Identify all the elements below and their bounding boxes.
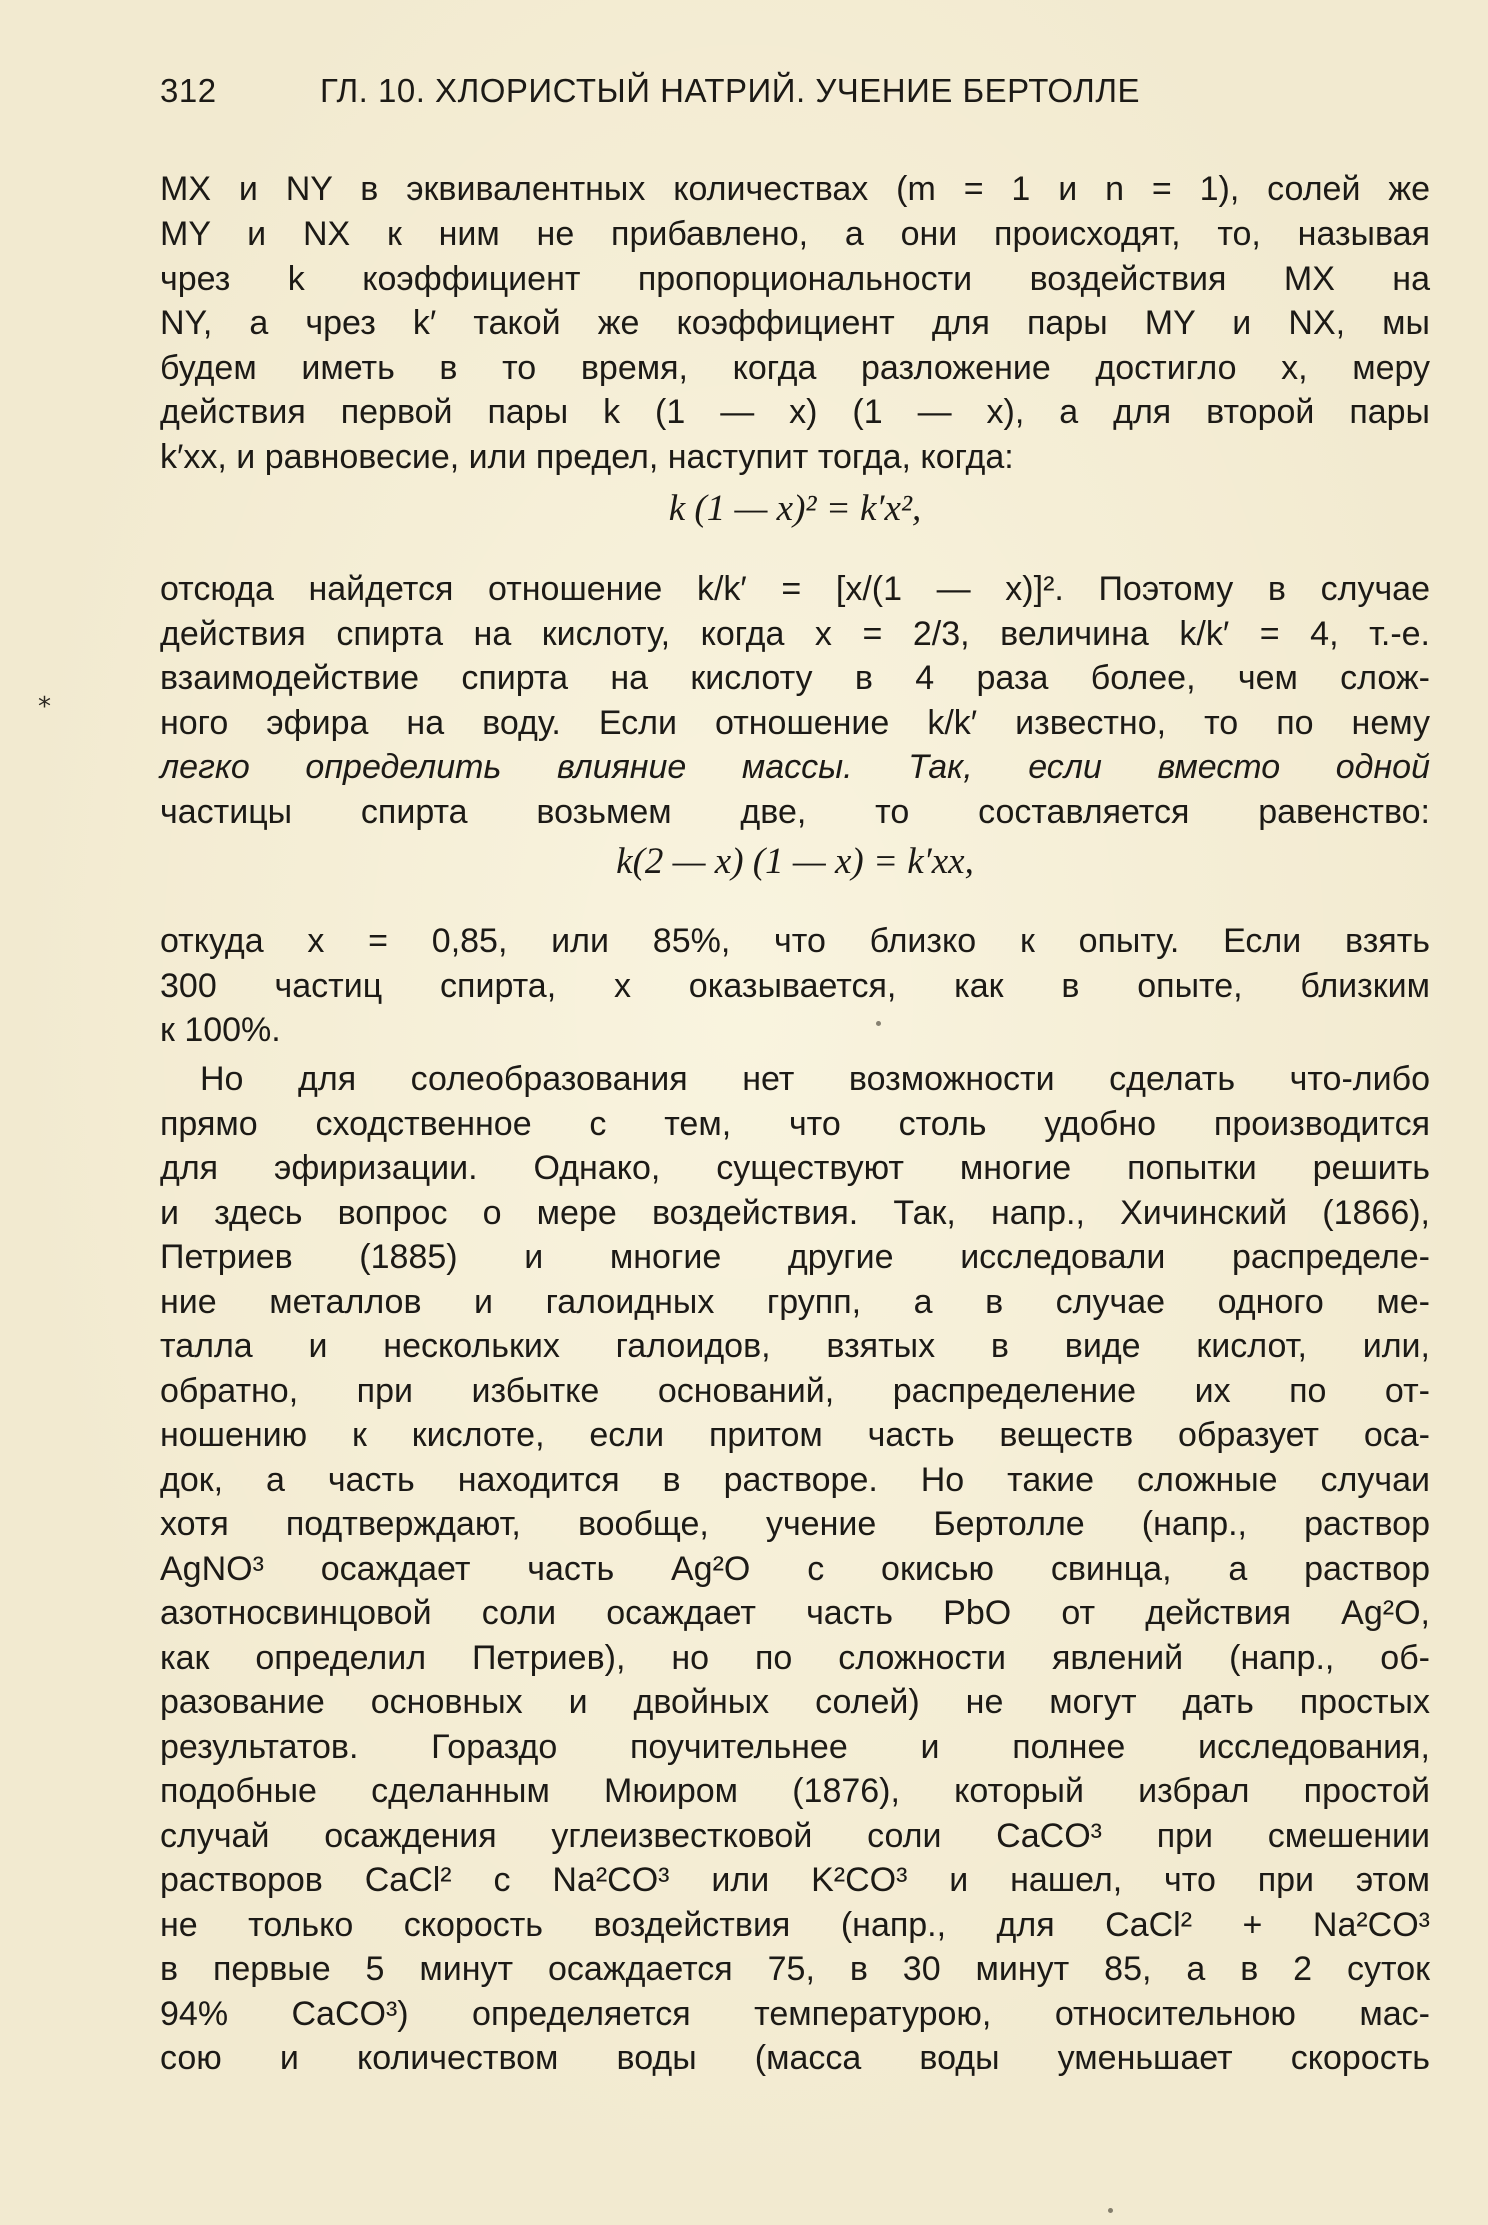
text-line: взаимодействие спирта на кислоту в 4 раза более, чем слож- [160,659,1430,697]
text-line: не только скорость воздействия (напр., для CaCl² + Na²CO³ [160,1906,1430,1944]
text-line: результатов. Гораздо поучительнее и полнее исследования, [160,1728,1430,1766]
formula: k (1 — x)² = k′x², [668,488,922,529]
text-line: NY, а чрез k′ такой же коэффициент для пары MY и NX, мы [160,304,1430,342]
text-line: действия первой пары k (1 — x) (1 — x), а для второй пары [160,393,1430,431]
text-line: MY и NX к ним не прибавлено, а они происходят, то, называя [160,215,1430,253]
text-line: ношению к кислоте, если притом часть веществ образует оса- [160,1416,1430,1454]
text-line: док, а часть находится в растворе. Но такие сложные случаи [160,1461,1430,1499]
running-title: ГЛ. 10. ХЛОРИСТЫЙ НАТРИЙ. УЧЕНИЕ БЕРТОЛЛЕ [320,72,1141,109]
text-line: ние металлов и галоидных групп, а в случае одного ме- [160,1283,1430,1321]
text-line: k′xx, и равновесие, или предел, наступит тогда, когда: [160,438,1014,476]
text-line: 300 частиц спирта, x оказывается, как в опыте, близким [160,967,1430,1005]
text-line: откуда x = 0,85, или 85%, что близко к опыту. Если взять [160,922,1430,960]
text-line: в первые 5 минут осаждается 75, в 30 минут 85, а в 2 суток [160,1950,1430,1988]
text-line: Но для солеобразования нет возможности сделать что-либо [200,1060,1430,1098]
text-line: отсюда найдется отношение k/k′ = [x/(1 — x)]². Поэтому в случае [160,570,1430,608]
text-line: растворов CaCl² с Na²CO³ или K²CO³ и нашел, что при этом [160,1861,1430,1899]
text-line: будем иметь в то время, когда разложение достигло x, меру [160,349,1430,387]
page-header [160,72,1290,122]
text-line: легко определить влияние массы. Так, если вместо одной [160,748,1430,786]
formula: k(2 — x) (1 — x) = k′xx, [616,841,974,882]
text-line: азотносвинцовой соли осаждает часть PbO от действия Ag²O, [160,1594,1430,1632]
text-line: хотя подтверждают, вообще, учение Бертолле (напр., раствор [160,1505,1430,1543]
text-line: и здесь вопрос о мере воздействия. Так, напр., Хичинский (1866), [160,1194,1430,1232]
text-line: как определил Петриев), но по сложности явлений (напр., об- [160,1639,1430,1677]
page-number: 312 [160,72,217,109]
print-speck [876,1021,881,1026]
margin-asterisk: * [38,692,51,722]
text-line: Петриев (1885) и многие другие исследовали распределе- [160,1238,1430,1276]
text-line: прямо сходственное с тем, что столь удобно производится [160,1105,1430,1143]
text-line: MX и NY в эквивалентных количествах (m = 1 и n = 1), солей же [160,170,1430,208]
text-line: чрез k коэффициент пропорциональности воздействия MX на [160,260,1430,298]
text-line: талла и нескольких галоидов, взятых в виде кислот, или, [160,1327,1430,1365]
text-line: ного эфира на воду. Если отношение k/k′ известно, то по нему [160,704,1430,742]
print-speck [1108,2208,1113,2213]
text-line: случай осаждения углеизвестковой соли CaCO³ при смешении [160,1817,1430,1855]
text-line: разование основных и двойных солей) не могут дать простых [160,1683,1430,1721]
text-line: частицы спирта возьмем две, то составляется равенство: [160,793,1430,831]
text-line: обратно, при избытке оснований, распределение их по от- [160,1372,1430,1410]
text-line: AgNO³ осаждает часть Ag²O с окисью свинца, а раствор [160,1550,1430,1588]
text-line: для эфиризации. Однако, существуют многие попытки решить [160,1149,1430,1187]
text-line: к 100%. [160,1011,281,1049]
text-line: сою и количеством воды (масса воды уменьшает скорость [160,2039,1430,2077]
text-line: 94% CaCO³) определяется температурою, относительною мас- [160,1995,1430,2033]
text-line: подобные сделанным Мюиром (1876), который избрал простой [160,1772,1430,1810]
text-line: действия спирта на кислоту, когда x = 2/3, величина k/k′ = 4, т.-е. [160,615,1430,653]
